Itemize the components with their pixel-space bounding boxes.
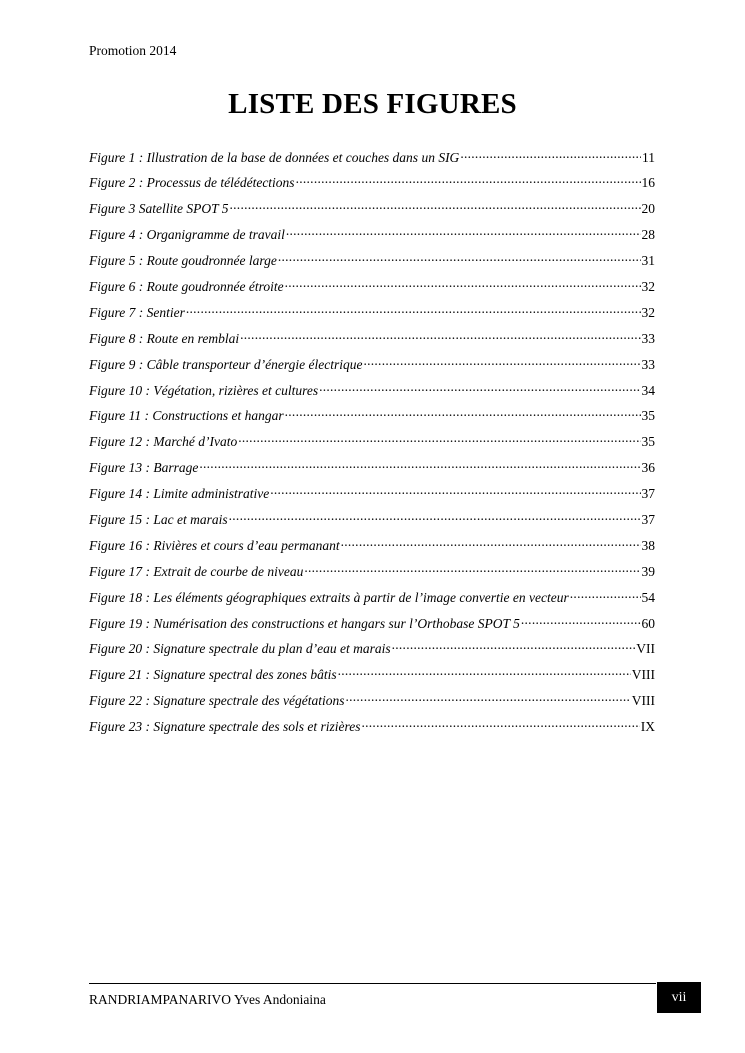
figure-entry[interactable] (89, 692, 655, 718)
dot-leader (238, 433, 640, 447)
figure-entry-label: Figure 18 : Les éléments géographiques extraits à partir de l’image convertie en vecteur (89, 589, 569, 605)
figure-entry-page: 32 (641, 304, 655, 320)
figure-entry[interactable] (89, 252, 655, 278)
figure-entry-page: 54 (641, 589, 655, 605)
dot-leader (270, 485, 640, 499)
figure-entry-page: IX (640, 719, 655, 735)
dot-leader (570, 588, 641, 602)
figure-entry-page: 35 (641, 434, 655, 450)
figure-entry[interactable] (89, 562, 655, 588)
dot-leader (199, 459, 640, 473)
figure-list (89, 148, 655, 743)
dot-leader (363, 355, 640, 369)
figure-entry-label: Figure 23 : Signature spectrale des sols et rizières (89, 719, 361, 735)
figure-entry-label: Figure 11 : Constructions et hangar (89, 408, 284, 424)
figure-entry[interactable] (89, 718, 655, 744)
figure-entry-label: Figure 8 : Route en remblai (89, 330, 240, 346)
figure-entry[interactable] (89, 329, 655, 355)
figure-entry-page: 34 (641, 382, 655, 398)
figure-entry-page: 20 (641, 201, 655, 217)
figure-entry-page: 35 (641, 408, 655, 424)
figure-entry-label: Figure 15 : Lac et marais (89, 511, 228, 527)
dot-leader (392, 640, 636, 654)
running-header: Promotion 2014 (89, 43, 177, 58)
figure-entry-label: Figure 9 : Câble transporteur d’énergie électrique (89, 356, 363, 372)
figure-entry-page: 11 (642, 149, 655, 165)
figure-entry-page: 39 (641, 563, 655, 579)
dot-leader (345, 692, 630, 706)
dot-leader (230, 200, 641, 214)
figure-entry[interactable] (89, 459, 655, 485)
figure-entry[interactable] (89, 536, 655, 562)
figure-entry-label: Figure 5 : Route goudronnée large (89, 253, 277, 269)
figure-entry[interactable] (89, 355, 655, 381)
figure-entry-label: Figure 7 : Sentier (89, 304, 185, 320)
dot-leader (338, 666, 631, 680)
figure-entry[interactable] (89, 640, 655, 666)
dot-leader (460, 148, 641, 162)
figure-entry-label: Figure 12 : Marché d’Ivato (89, 434, 238, 450)
figure-entry-label: Figure 10 : Végétation, rizières et cultures (89, 382, 319, 398)
figure-entry-page: 38 (641, 537, 655, 553)
page-title: LISTE DES FIGURES (228, 88, 517, 120)
figure-entry[interactable] (89, 510, 655, 536)
figure-entry-page: 16 (641, 175, 655, 191)
figure-entry-page: VII (636, 641, 655, 657)
dot-leader (286, 226, 641, 240)
figure-entry-label: Figure 17 : Extrait de courbe de niveau (89, 563, 304, 579)
figure-entry[interactable] (89, 485, 655, 511)
figure-entry[interactable] (89, 277, 655, 303)
figure-entry[interactable] (89, 174, 655, 200)
figure-entry-label: Figure 22 : Signature spectrale des végétations (89, 693, 345, 709)
figure-entry-label: Figure 19 : Numérisation des constructions et hangars sur l’Orthobase SPOT 5 (89, 615, 520, 631)
dot-leader (341, 536, 641, 550)
figure-entry[interactable] (89, 148, 655, 174)
figure-entry-page: 31 (641, 253, 655, 269)
figure-entry-label: Figure 14 : Limite administrative (89, 486, 270, 502)
dot-leader (296, 174, 641, 188)
figure-entry-label: Figure 16 : Rivières et cours d’eau permanant (89, 537, 340, 553)
figure-entry-label: Figure 21 : Signature spectral des zones bâtis (89, 667, 337, 683)
dot-leader (278, 252, 641, 266)
figure-entry-page: VIII (631, 667, 655, 683)
figure-entry[interactable] (89, 666, 655, 692)
page-number-badge (657, 982, 701, 1013)
page-number: vii (671, 989, 687, 1005)
figure-entry-page: 28 (641, 227, 655, 243)
dot-leader (285, 277, 641, 291)
dot-leader (304, 562, 640, 576)
dot-leader (361, 718, 639, 732)
figure-entry-page: 33 (641, 330, 655, 346)
dot-leader (319, 381, 640, 395)
footer-author: RANDRIAMPANARIVO Yves Andoniaina (89, 992, 326, 1007)
footer-divider (89, 983, 656, 984)
figure-entry-page: 33 (641, 356, 655, 372)
figure-entry[interactable] (89, 226, 655, 252)
figure-entry-label: Figure 20 : Signature spectrale du plan d’eau et marais (89, 641, 391, 657)
dot-leader (186, 303, 641, 317)
figure-entry-label: Figure 13 : Barrage (89, 460, 199, 476)
figure-entry-label: Figure 6 : Route goudronnée étroite (89, 278, 284, 294)
figure-entry[interactable] (89, 381, 655, 407)
figure-entry-page: VIII (631, 693, 655, 709)
figure-entry-label: Figure 3 Satellite SPOT 5 (89, 201, 229, 217)
figure-entry[interactable] (89, 433, 655, 459)
figure-entry[interactable] (89, 407, 655, 433)
dot-leader (229, 510, 641, 524)
dot-leader (240, 329, 640, 343)
figure-entry[interactable] (89, 588, 655, 614)
figure-entry-page: 32 (641, 278, 655, 294)
figure-entry-page: 36 (641, 460, 655, 476)
figure-entry-label: Figure 2 : Processus de télédétections (89, 175, 295, 191)
figure-entry-label: Figure 1 : Illustration de la base de données et couches dans un SIG (89, 149, 460, 165)
dot-leader (285, 407, 641, 421)
figure-entry-page: 60 (641, 615, 655, 631)
figure-entry[interactable] (89, 303, 655, 329)
figure-entry-page: 37 (641, 511, 655, 527)
figure-entry[interactable] (89, 614, 655, 640)
figure-entry-label: Figure 4 : Organigramme de travail (89, 227, 285, 243)
figure-entry[interactable] (89, 200, 655, 226)
figure-entry-page: 37 (641, 486, 655, 502)
dot-leader (521, 614, 641, 628)
